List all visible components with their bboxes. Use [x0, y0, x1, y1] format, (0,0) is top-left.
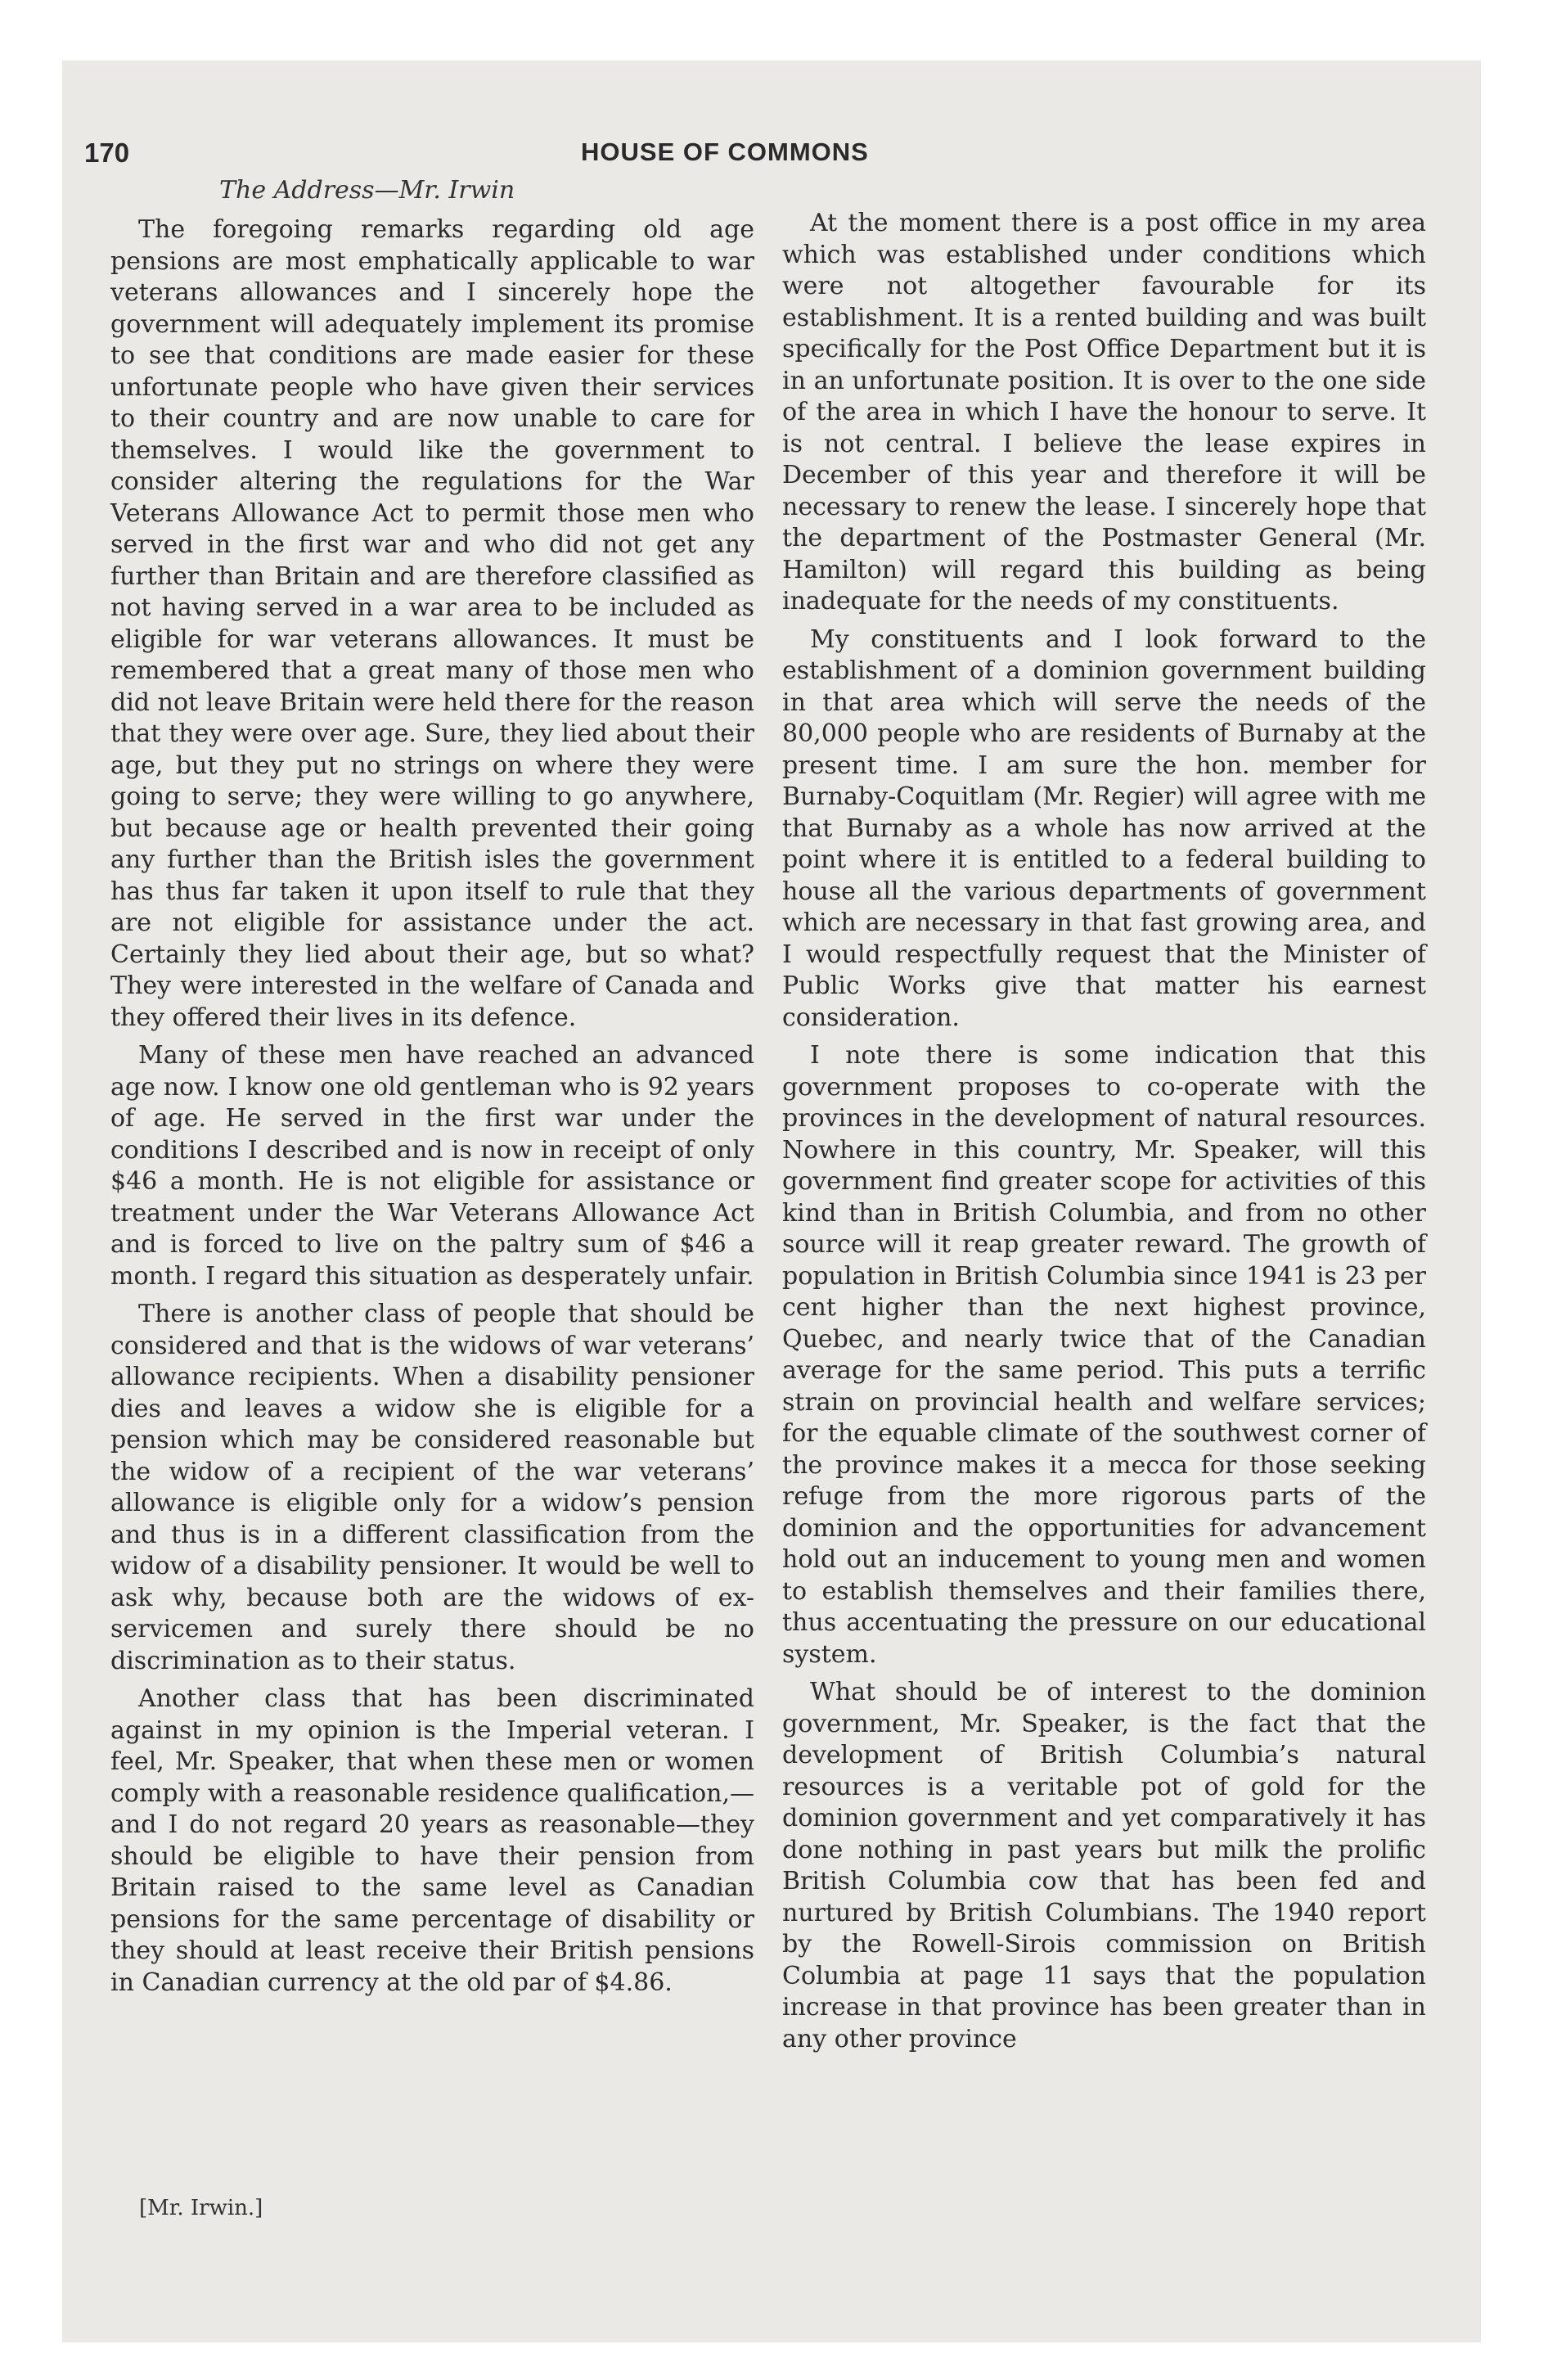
paragraph: My constituents and I look forward to the establishment of a dominion government building in that area which will serve the needs of the 80,000 people who are residents of Burnaby at the present time. I am sure the hon. member for Burnaby-Coquitlam (Mr. Regier) will agree with me that Burnaby as a whole has now arrived at the point where it is entitled to a federal building to house all the various departments of government which are necessary in that fast growing area, and I would respectfully request that the Minister of Public Works give that matter his earnest consideration. [782, 624, 1426, 1032]
paragraph: What should be of interest to the dominion government, Mr. Speaker, is the fact that the development of British Columbia’s natural resources is a veritable pot of gold for the dominion government and yet comparatively it has done nothing in past years but milk the prolific British Columbia cow that has been fed and nurtured by British Columbians. The 1940 report by the Rowell-Sirois commission on British Columbia at page 11 says that the population increase in that province has been greater than in any other province [782, 1678, 1426, 2053]
paragraph: There is another class of people that should be considered and that is the widows of war veterans’ allowance recipients. When a disability pensioner dies and leaves a widow she is eligible for a pension which may be considered reasonable but the widow of a recipient of the war veterans’ allowance is eligible only for a widow’s pension and thus is in a different classification from the widow of a disability pensioner. It would be well to ask why, because both are the widows of ex-servicemen and surely there should be no discrimination as to their status. [110, 1300, 754, 1675]
speaker-footer: [Mr. Irwin.] [139, 2196, 263, 2220]
paragraph: Many of these men have reached an advanced age now. I know one old gentleman who is 92 years of age. He served in the first war under the conditions I described and is now in receipt of only $46 a month. He is not eligible for assistance or treatment under the War Veterans Allowance Act and is forced to live on the paltry sum of $46 a month. I regard this situation as desperately unfair. [110, 1041, 754, 1291]
paragraph: I note there is some indication that this government proposes to co-operate with the provinces in the development of natural resources. Nowhere in this country, Mr. Speaker, will this government find greater scope for activities of this kind than in British Columbia, and from no other source will it reap greater reward. The growth of population in British Columbia since 1941 is 23 per cent higher than the next highest province, Quebec, and nearly twice that of the Canadian average for the same period. This puts a terrific strain on provincial health and welfare services; for the equable climate of the southwest corner of the province makes it a mecca for those seeking refuge from the more rigorous parts of the dominion and the opportunities for advancement hold out an inducement to young men and women to establish themselves and their families there, thus accentuating the pressure on our educational system. [782, 1041, 1426, 1669]
journal-title: HOUSE OF COMMONS [581, 137, 869, 166]
running-head: The Address—Mr. Irwin [219, 176, 515, 205]
left-column [110, 214, 754, 2005]
right-column [782, 208, 1426, 2062]
paragraph: Another class that has been discriminated against in my opinion is the Imperial veteran. I feel, Mr. Speaker, that when these men or women comply with a reasonable residence qualification,—and I do not regard 20 years as reasonable—they should be eligible to have their pension from Britain raised to the same level as Canadian pensions for the same percentage of disability or they should at least receive their British pensions in Canadian currency at the old par of $4.86. [110, 1684, 754, 1997]
paragraph: The foregoing remarks regarding old age pensions are most emphatically applicable to war veterans allowances and I sincerely hope the government will adequately implement its promise to see that conditions are made easier for these unfortunate people who have given their services to their country and are now unable to care for themselves. I would like the government to consider altering the regulations for the War Veterans Allowance Act to permit those men who served in the first war and who did not get any further than Britain and are therefore classified as not having served in a war area to be included as eligible for war veterans allowances. It must be remembered that a great many of those men who did not leave Britain were held there for the reason that they were over age. Sure, they lied about their age, but they put no strings on where they were going to serve; they were willing to go anywhere, but because age or health prevented their going any further than the British isles the government has thus far taken it upon itself to rule that they are not eligible for assistance under the act. Certainly they lied about their age, but so what? They were interested in the welfare of Canada and they offered their lives in its defence. [110, 215, 754, 1032]
paragraph: At the moment there is a post office in my area which was established under conditions which were not altogether favourable for its establishment. It is a rented building and was built specifically for the Post Office Department but it is in an unfortunate position. It is over to the one side of the area in which I have the honour to serve. It is not central. I believe the lease expires in December of this year and therefore it will be necessary to renew the lease. I sincerely hope that the department of the Postmaster General (Mr. Hamilton) will regard this building as being inadequate for the needs of my constituents. [782, 209, 1426, 615]
page-number: 170 [84, 137, 130, 168]
